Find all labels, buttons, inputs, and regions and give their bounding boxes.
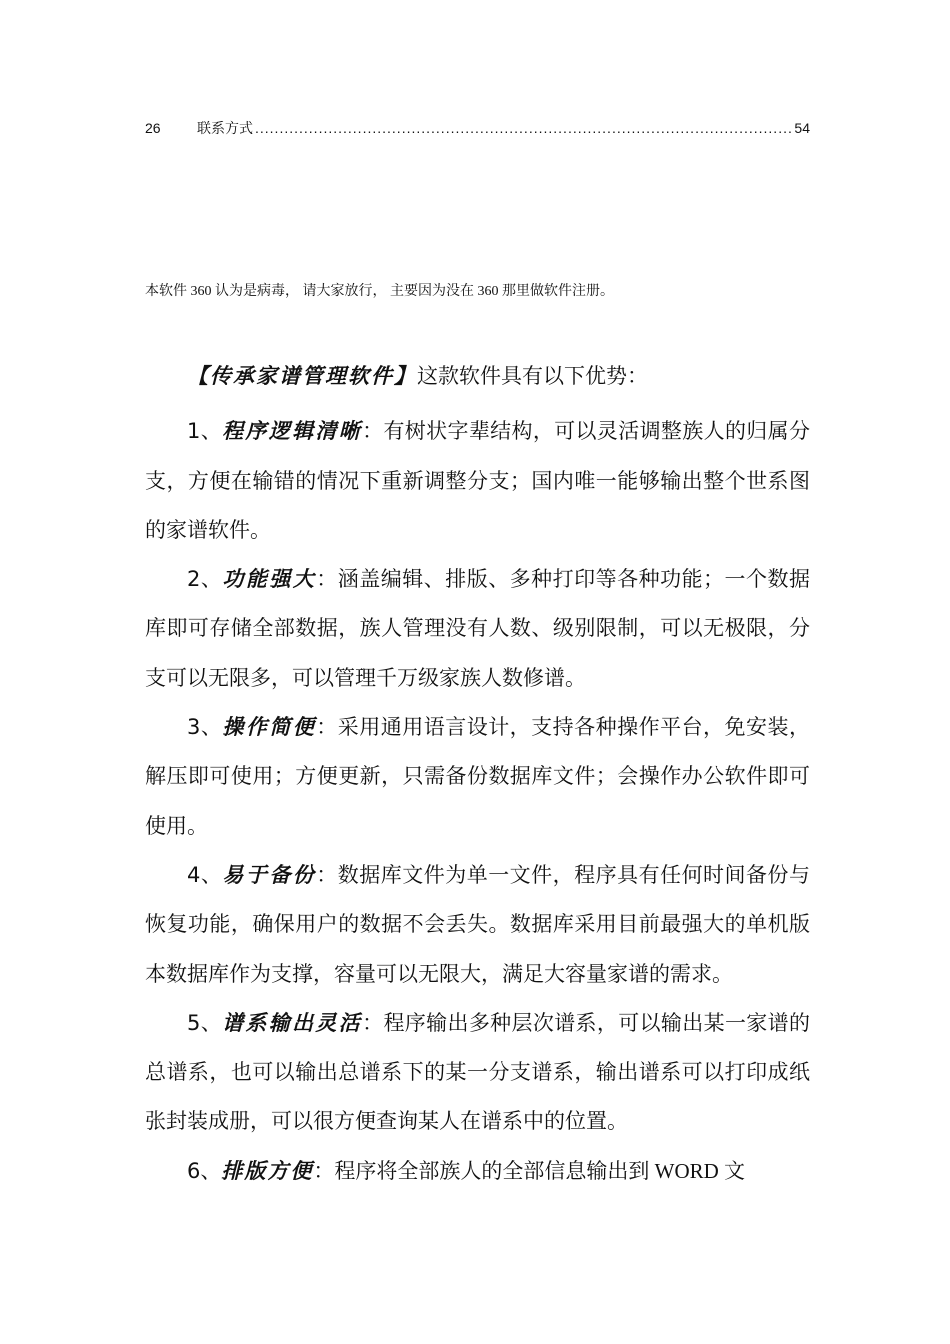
feature-text: ：采用通用语言设计，支持各种操作平台，免安装，解压即可使用；方便更新，只需备份数据库文件；会操作办公软件即可使用。	[145, 715, 811, 838]
feature-paragraph	[145, 407, 810, 555]
feature-number: 6、	[187, 1158, 222, 1183]
feature-number: 3、	[187, 715, 223, 740]
feature-text: ：程序将全部族人的全部信息输出到 WORD 文	[313, 1158, 746, 1183]
feature-paragraph	[145, 999, 810, 1147]
feature-text: ：涵盖编辑、排版、多种打印等各种功能；一个数据库即可存储全部数据，族人管理没有人数、级别限制，可以无极限，分支可以无限多，可以管理千万级家族人数修谱。	[145, 567, 811, 690]
feature-text: ：程序输出多种层次谱系，可以输出某一家谱的总谱系，也可以输出总谱系下的某一分支谱系，输出谱系可以打印成纸张封装成册，可以很方便查询某人在谱系中的位置。	[145, 1010, 810, 1134]
feature-number: 1、	[187, 419, 223, 444]
feature-text: ：数据库文件为单一文件，程序具有任何时间备份与恢复功能，确保用户的数据不会丢失。数据库采用目前最强大的单机版本数据库作为支撑，容量可以无限大，满足大容量家谱的需求。	[145, 862, 811, 986]
feature-paragraph	[145, 851, 810, 999]
feature-heading: 操作简便	[222, 715, 317, 740]
feature-paragraph	[145, 703, 810, 851]
feature-heading: 排版方便	[221, 1158, 314, 1183]
document-body	[145, 352, 810, 1196]
antivirus-notice: 本软件 360 认为是病毒， 请大家放行， 主要因为没在 360 那里做软件注册。	[145, 284, 614, 299]
feature-number: 2、	[187, 567, 223, 592]
toc-entry-title: 联系方式	[197, 120, 253, 136]
toc-entry-page: 54	[794, 120, 810, 136]
toc-entry[interactable]	[145, 118, 810, 142]
feature-heading: 易于备份	[222, 862, 317, 887]
feature-number: 5、	[187, 1010, 223, 1035]
feature-text: ：有树状字辈结构，可以灵活调整族人的归属分支，方便在输错的情况下重新调整分支；国内唯一能够输出整个世系图的家谱软件。	[145, 419, 810, 542]
software-name: 【传承家谱管理软件】	[187, 364, 417, 388]
intro-paragraph	[145, 352, 810, 401]
toc-entry-number: 26	[145, 120, 161, 136]
feature-paragraph	[145, 555, 810, 703]
feature-heading: 功能强大	[222, 567, 317, 592]
feature-heading: 谱系输出灵活	[222, 1010, 363, 1035]
feature-number: 4、	[187, 862, 223, 887]
feature-paragraph	[145, 1147, 810, 1196]
toc-leader-dots	[255, 120, 792, 136]
feature-heading: 程序逻辑清晰	[222, 419, 363, 444]
intro-text: 这款软件具有以下优势：	[417, 364, 648, 388]
